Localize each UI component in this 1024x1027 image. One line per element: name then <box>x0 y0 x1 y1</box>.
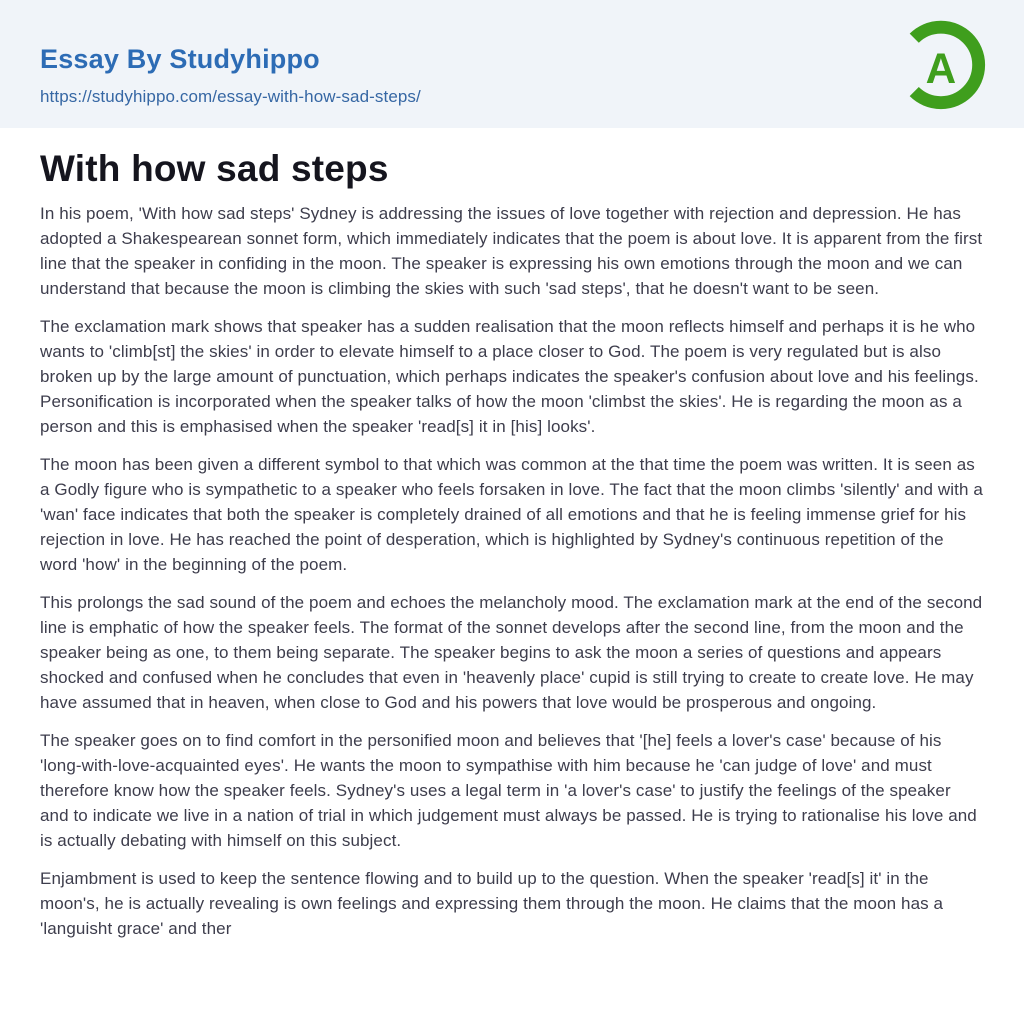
essay-paragraph: The moon has been given a different symbol to that which was common at the that time the poem was written. It is seen as a Godly figure who is sympathetic to a speaker who feels forsaken in love. The fact that the moon climbs 'silently' and with a 'wan' face indicates that both the speaker is completely drained of all emotions and that he is feeling immense grief for his rejection in love. He has reached the point of desperation, which is highlighted by Sydney's continuous repetition of the word 'how' in the beginning of the poem. <box>40 455 983 574</box>
essay-body <box>40 201 984 941</box>
page-header <box>0 0 1024 128</box>
essay-paragraph: In his poem, 'With how sad steps' Sydney is addressing the issues of love together with rejection and depression. He has adopted a Shakespearean sonnet form, which immediately indicates that the poem is about love. It is apparent from the first line that the speaker in confiding in the moon. The speaker is expressing his own emotions through the moon and we can understand that because the moon is climbing the skies with such 'sad steps', that he doesn't want to be seen. <box>40 204 983 298</box>
essay-content <box>0 128 1024 994</box>
essay-paragraph: Enjambment is used to keep the sentence flowing and to build up to the question. When the speaker 'read[s] it' in the moon's, he is actually revealing is own feelings and expressing them through the moon. He claims that the moon has a 'languisht grace' and ther <box>40 869 944 938</box>
studyhippo-logo <box>894 18 986 110</box>
essay-paragraph: This prolongs the sad sound of the poem and echoes the melancholy mood. The exclamation mark at the end of the second line is emphatic of how the speaker feels. The format of the sonnet develops after the second line, from the moon and the speaker being as one, to them being separate. The speaker begins to ask the moon a series of questions and appears shocked and confused when he concludes that even in 'heavenly place' cupid is still trying to create to create love. He may have assumed that in heaven, when close to God and his powers that love would be prosperous and ongoing. <box>40 593 983 712</box>
essay-title: With how sad steps <box>40 148 389 189</box>
essay-paragraph: The exclamation mark shows that speaker has a sudden realisation that the moon reflects himself and perhaps it is he who wants to 'climb[st] the skies' in order to elevate himself to a place closer to God. The poem is very regulated but is also broken up by the large amount of punctuation, which perhaps indicates the speaker's confusion about love and his feelings. Personification is incorporated when the speaker talks of how the moon 'climbst the skies'. He is regarding the moon as a person and this is emphasised when the speaker 'read[s] it in [his] looks'. <box>40 317 979 436</box>
header-text <box>40 44 984 107</box>
essay-url-link[interactable]: https://studyhippo.com/essay-with-how-sad-steps/ <box>40 87 421 106</box>
essay-paragraph: The speaker goes on to find comfort in the personified moon and believes that '[he] feels a lover's case' because of his 'long-with-love-acquainted eyes'. He wants the moon to sympathise with him because he 'can judge of love' and must therefore know how the speaker feels. Sydney's uses a legal term in 'a lover's case' to justify the feelings of the speaker and to indicate we live in a nation of trial in which judgement must always be passed. He is trying to rationalise his love and is actually debating with himself on this subject. <box>40 731 977 850</box>
studyhippo-logo-icon <box>894 18 986 110</box>
site-title: Essay By Studyhippo <box>40 44 320 74</box>
logo-letter: A <box>925 45 957 93</box>
